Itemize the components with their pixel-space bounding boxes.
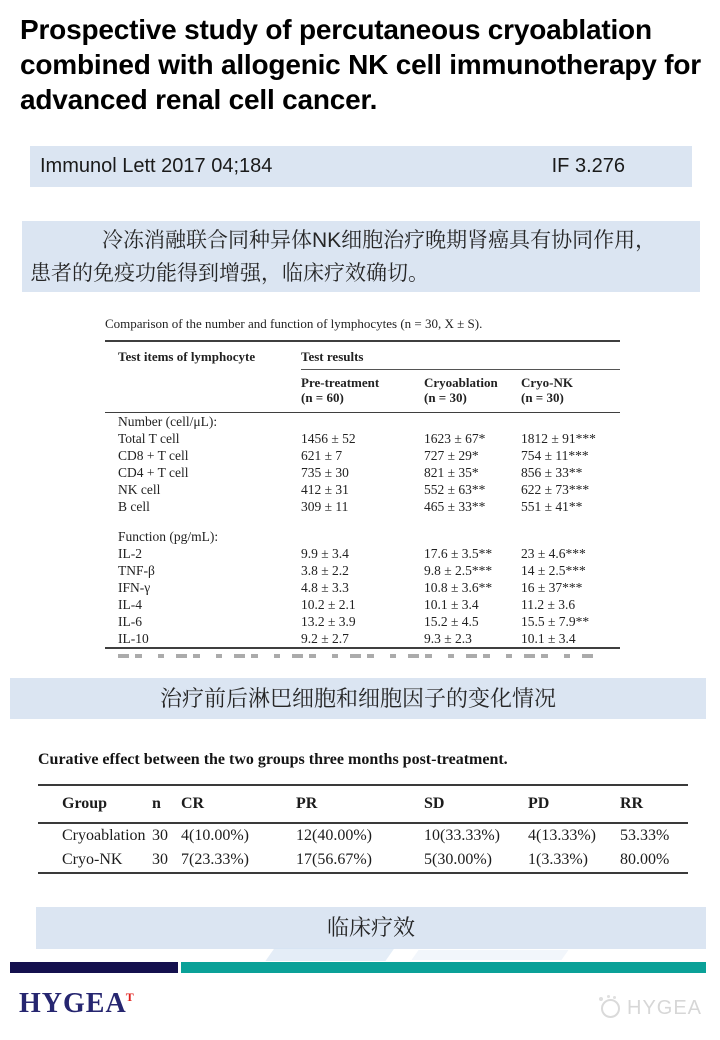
table-cell: 10(33.33%)	[424, 827, 500, 844]
section-label: Number (cell/μL):	[118, 414, 218, 429]
column-name: Cryo-NK	[521, 375, 573, 390]
table-cell: 3.8 ± 2.2	[301, 563, 349, 578]
table-row	[105, 579, 620, 596]
column-header: SD	[424, 785, 528, 823]
column-header: PR	[296, 785, 424, 823]
table-cell: 15.5 ± 7.9**	[521, 614, 590, 629]
lymphocyte-table-title: Comparison of the number and function of lymphocytes (n = 30, X ± S).	[105, 316, 483, 331]
column-header: PD	[528, 785, 620, 823]
table-cell: 9.9 ± 3.4	[301, 546, 349, 561]
table-cell: 465 ± 33**	[424, 499, 486, 514]
hygea-logo-text: HYGEA	[19, 988, 127, 1019]
watermark-logo-icon	[601, 999, 620, 1018]
table-cell: 552 ± 63**	[424, 482, 486, 497]
table-cell: 11.2 ± 3.6	[521, 597, 576, 612]
table2-caption: 临床疗效	[36, 907, 706, 949]
section-label-row	[105, 413, 620, 431]
row-item: IL-4	[118, 597, 142, 612]
table-cell: 80.00%	[620, 851, 670, 868]
table-cell: 5(30.00%)	[424, 851, 492, 868]
row-item: Total T cell	[118, 431, 180, 446]
column-header-test-items: Test items of lymphocyte	[118, 349, 256, 364]
column-n: (n = 60)	[301, 390, 344, 405]
column-n: (n = 30)	[424, 390, 467, 405]
spacer-row	[105, 515, 620, 528]
row-item: B cell	[118, 499, 150, 514]
table-cell: 412 ± 31	[301, 482, 349, 497]
table-cell: 4.8 ± 3.3	[301, 580, 349, 595]
table-cell: 53.33%	[620, 827, 670, 844]
table-cell: 821 ± 35*	[424, 465, 479, 480]
spacer-cell	[105, 515, 620, 528]
table-cell: 10.2 ± 2.1	[301, 597, 356, 612]
table-cell: 4(13.33%)	[528, 827, 596, 844]
table-cell: 15.2 ± 4.5	[424, 614, 479, 629]
row-item: IL-2	[118, 546, 142, 561]
row-item: IFN-γ	[118, 580, 151, 595]
row-group: Cryoablation	[62, 827, 146, 844]
impact-factor: IF 3.276	[551, 155, 625, 177]
title-line: combined with allogenic NK cell immunotherapy for	[20, 49, 701, 80]
table-cell: 622 ± 73***	[521, 482, 590, 497]
table-row	[105, 430, 620, 447]
row-item: TNF-β	[118, 563, 155, 578]
table-cell: 551 ± 41**	[521, 499, 583, 514]
table-cell: 10.1 ± 3.4	[521, 631, 576, 646]
section-label-row	[105, 528, 620, 545]
watermark	[601, 997, 702, 1020]
table-cell: 1812 ± 91***	[521, 431, 596, 446]
table-cell: 30	[152, 827, 168, 844]
table-cell: 7(23.33%)	[181, 851, 249, 868]
column-header-empty	[105, 370, 301, 413]
table-cell: 727 ± 29*	[424, 448, 479, 463]
table-cell: 4(10.00%)	[181, 827, 249, 844]
row-item: NK cell	[118, 482, 161, 497]
table-cell: 12(40.00%)	[296, 827, 372, 844]
column-header-test-results: Test results	[301, 341, 620, 370]
column-header: Group	[38, 785, 152, 823]
table-cell: 23 ± 4.6***	[521, 546, 586, 561]
table-cell: 735 ± 30	[301, 465, 349, 480]
table-cell: 17.6 ± 3.5**	[424, 546, 493, 561]
column-name: Cryoablation	[424, 375, 498, 390]
table-row	[105, 498, 620, 515]
summary-line: 冷冻消融联合同种异体NK细胞治疗晚期肾癌具有协同作用，	[102, 229, 657, 252]
table-row	[105, 562, 620, 579]
table-row	[105, 447, 620, 464]
title-line: Prospective study of percutaneous cryoablation	[20, 14, 652, 45]
table1-caption: 治疗前后淋巴细胞和细胞因子的变化情况	[10, 678, 706, 719]
footer-navy-bar	[10, 962, 178, 973]
row-group: Cryo-NK	[62, 851, 123, 868]
table-cell: 754 ± 11***	[521, 448, 589, 463]
table-cell: 621 ± 7	[301, 448, 343, 463]
watermark-text: HYGEA	[627, 997, 703, 1019]
hygea-logo	[19, 988, 134, 1024]
table-row	[105, 481, 620, 498]
table-cell: 1(3.33%)	[528, 851, 588, 868]
table-cell: 856 ± 33**	[521, 465, 583, 480]
row-item: IL-10	[118, 631, 149, 646]
table-cell: 10.8 ± 3.6**	[424, 580, 493, 595]
column-header	[424, 370, 521, 413]
column-header	[301, 370, 424, 413]
table-cell: 17(56.67%)	[296, 851, 372, 868]
table-cell: 13.2 ± 3.9	[301, 614, 356, 629]
curative-effect-table	[38, 750, 688, 874]
table-row	[105, 596, 620, 613]
curative-effect-table-title: Curative effect between the two groups three months post-treatment.	[38, 751, 508, 768]
decorative-ghost-shape	[265, 948, 394, 961]
summary-band	[22, 221, 700, 292]
title-line: advanced renal cell cancer.	[20, 84, 378, 115]
table-row	[105, 613, 620, 630]
table-cell: 14 ± 2.5***	[521, 563, 586, 578]
lymphocyte-table-grid	[105, 340, 620, 649]
clipped-footnote	[118, 654, 596, 658]
decorative-ghost-shape	[411, 950, 568, 960]
table-cell: 16 ± 37***	[521, 580, 583, 595]
row-item: CD8 + T cell	[118, 448, 189, 463]
table-cell: 9.3 ± 2.3	[424, 631, 472, 646]
column-header: CR	[181, 785, 296, 823]
row-item: IL-6	[118, 614, 142, 629]
table-cell: 309 ± 11	[301, 499, 349, 514]
footer-teal-bar	[181, 962, 706, 973]
slide-title	[20, 12, 716, 117]
table-row	[105, 464, 620, 481]
journal-reference: Immunol Lett 2017 04;184	[40, 155, 273, 177]
curative-effect-table-grid	[38, 784, 688, 874]
lymphocyte-table	[105, 316, 620, 658]
column-name: Pre-treatment	[301, 375, 380, 390]
table-cell: 1456 ± 52	[301, 431, 356, 446]
table-cell: 1623 ± 67*	[424, 431, 486, 446]
table-cell: 10.1 ± 3.4	[424, 597, 479, 612]
table-row	[38, 823, 688, 848]
hygea-logo-trademark: T	[125, 990, 134, 1004]
reference-band	[30, 146, 692, 187]
table-row	[105, 630, 620, 648]
column-n: (n = 30)	[521, 390, 564, 405]
table-cell: 30	[152, 851, 168, 868]
table-cell: 9.8 ± 2.5***	[424, 563, 493, 578]
section-label: Function (pg/mL):	[118, 529, 219, 544]
table-row	[105, 545, 620, 562]
column-header	[521, 370, 620, 413]
summary-line: 患者的免疫功能得到增强，临床疗效确切。	[30, 262, 429, 285]
table-row	[38, 848, 688, 873]
row-item: CD4 + T cell	[118, 465, 189, 480]
table-cell: 9.2 ± 2.7	[301, 631, 349, 646]
column-header: n	[152, 785, 181, 823]
column-header: RR	[620, 785, 688, 823]
